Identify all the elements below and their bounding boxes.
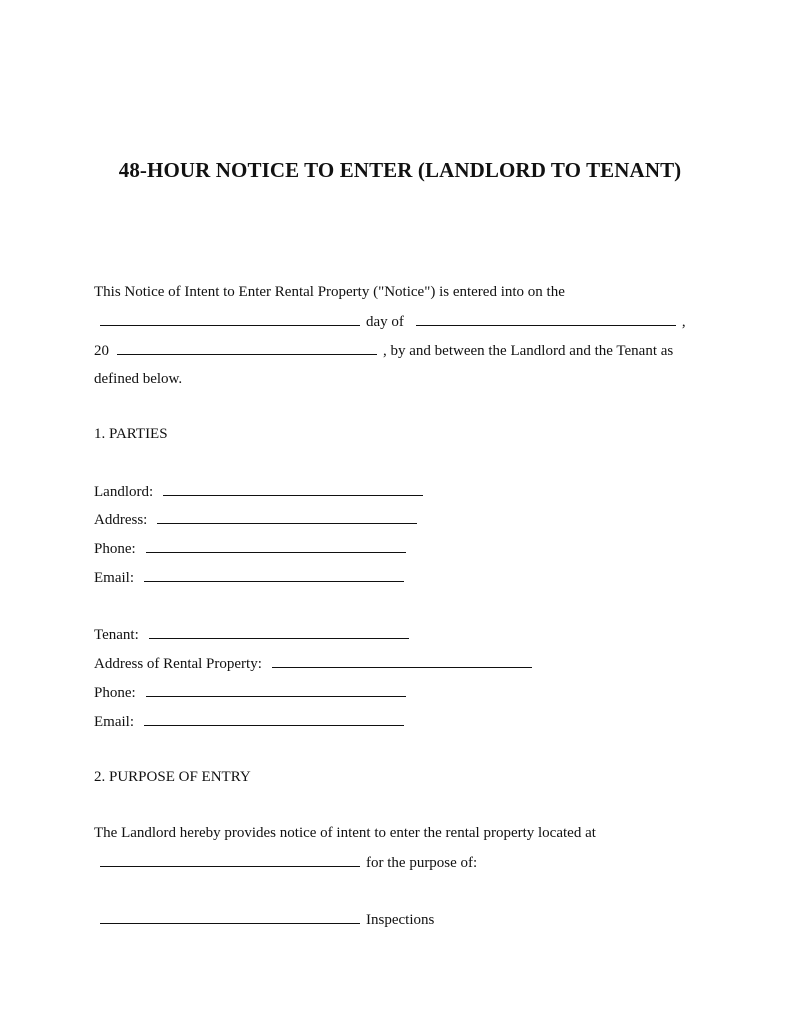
year-prefix: 20 bbox=[94, 343, 109, 359]
rental-address-field bbox=[94, 653, 538, 673]
purpose-intro-line bbox=[94, 823, 596, 843]
landlord-address-blank[interactable] bbox=[157, 509, 417, 524]
tenant-field bbox=[94, 624, 415, 644]
day-of-label: day of bbox=[366, 314, 404, 330]
landlord-phone-field bbox=[94, 538, 412, 558]
for-purpose-text: for the purpose of: bbox=[366, 855, 478, 871]
defined-below-text: defined below. bbox=[94, 371, 183, 387]
landlord-blank[interactable] bbox=[163, 481, 423, 496]
year-blank[interactable] bbox=[117, 340, 377, 355]
landlord-field bbox=[94, 481, 429, 501]
month-blank[interactable] bbox=[416, 311, 676, 326]
section-1-heading-text: 1. PARTIES bbox=[94, 426, 168, 442]
tenant-blank[interactable] bbox=[149, 624, 409, 639]
intro-line-3 bbox=[94, 340, 673, 360]
section-1-heading bbox=[94, 424, 168, 444]
landlord-address-label: Address: bbox=[94, 512, 148, 528]
inspections-line bbox=[94, 909, 434, 929]
tenant-email-field bbox=[94, 711, 410, 731]
landlord-phone-blank[interactable] bbox=[146, 538, 406, 553]
day-blank[interactable] bbox=[100, 311, 360, 326]
intro-line-1 bbox=[94, 282, 565, 302]
landlord-email-blank[interactable] bbox=[144, 567, 404, 582]
landlord-phone-label: Phone: bbox=[94, 541, 136, 557]
intro-line-2 bbox=[94, 311, 686, 331]
tenant-label: Tenant: bbox=[94, 627, 139, 643]
purpose-intro-text: The Landlord hereby provides notice of intent to enter the rental property located at bbox=[94, 825, 596, 841]
document-title: 48-HOUR NOTICE TO ENTER (LANDLORD TO TENANT) bbox=[118, 158, 682, 182]
landlord-email-label: Email: bbox=[94, 570, 134, 586]
section-2-heading-text: 2. PURPOSE OF ENTRY bbox=[94, 769, 251, 785]
intro-text: This Notice of Intent to Enter Rental Property ("Notice") is entered into on the bbox=[94, 284, 565, 300]
comma-text: , bbox=[681, 314, 686, 330]
tenant-email-blank[interactable] bbox=[144, 711, 404, 726]
property-location-line bbox=[94, 852, 477, 872]
intro-line-4 bbox=[94, 369, 182, 389]
by-between-text: , by and between the Landlord and the Tenant as bbox=[383, 343, 674, 359]
tenant-email-label: Email: bbox=[94, 714, 134, 730]
tenant-phone-field bbox=[94, 682, 412, 702]
tenant-phone-label: Phone: bbox=[94, 685, 136, 701]
rental-address-blank[interactable] bbox=[272, 653, 532, 668]
section-2-heading bbox=[94, 767, 251, 787]
landlord-email-field bbox=[94, 567, 410, 587]
inspections-text: Inspections bbox=[366, 912, 435, 928]
inspections-blank[interactable] bbox=[100, 909, 360, 924]
property-location-blank[interactable] bbox=[100, 852, 360, 867]
rental-address-label: Address of Rental Property: bbox=[94, 656, 262, 672]
landlord-address-field bbox=[94, 509, 423, 529]
tenant-phone-blank[interactable] bbox=[146, 682, 406, 697]
landlord-label: Landlord: bbox=[94, 484, 154, 500]
